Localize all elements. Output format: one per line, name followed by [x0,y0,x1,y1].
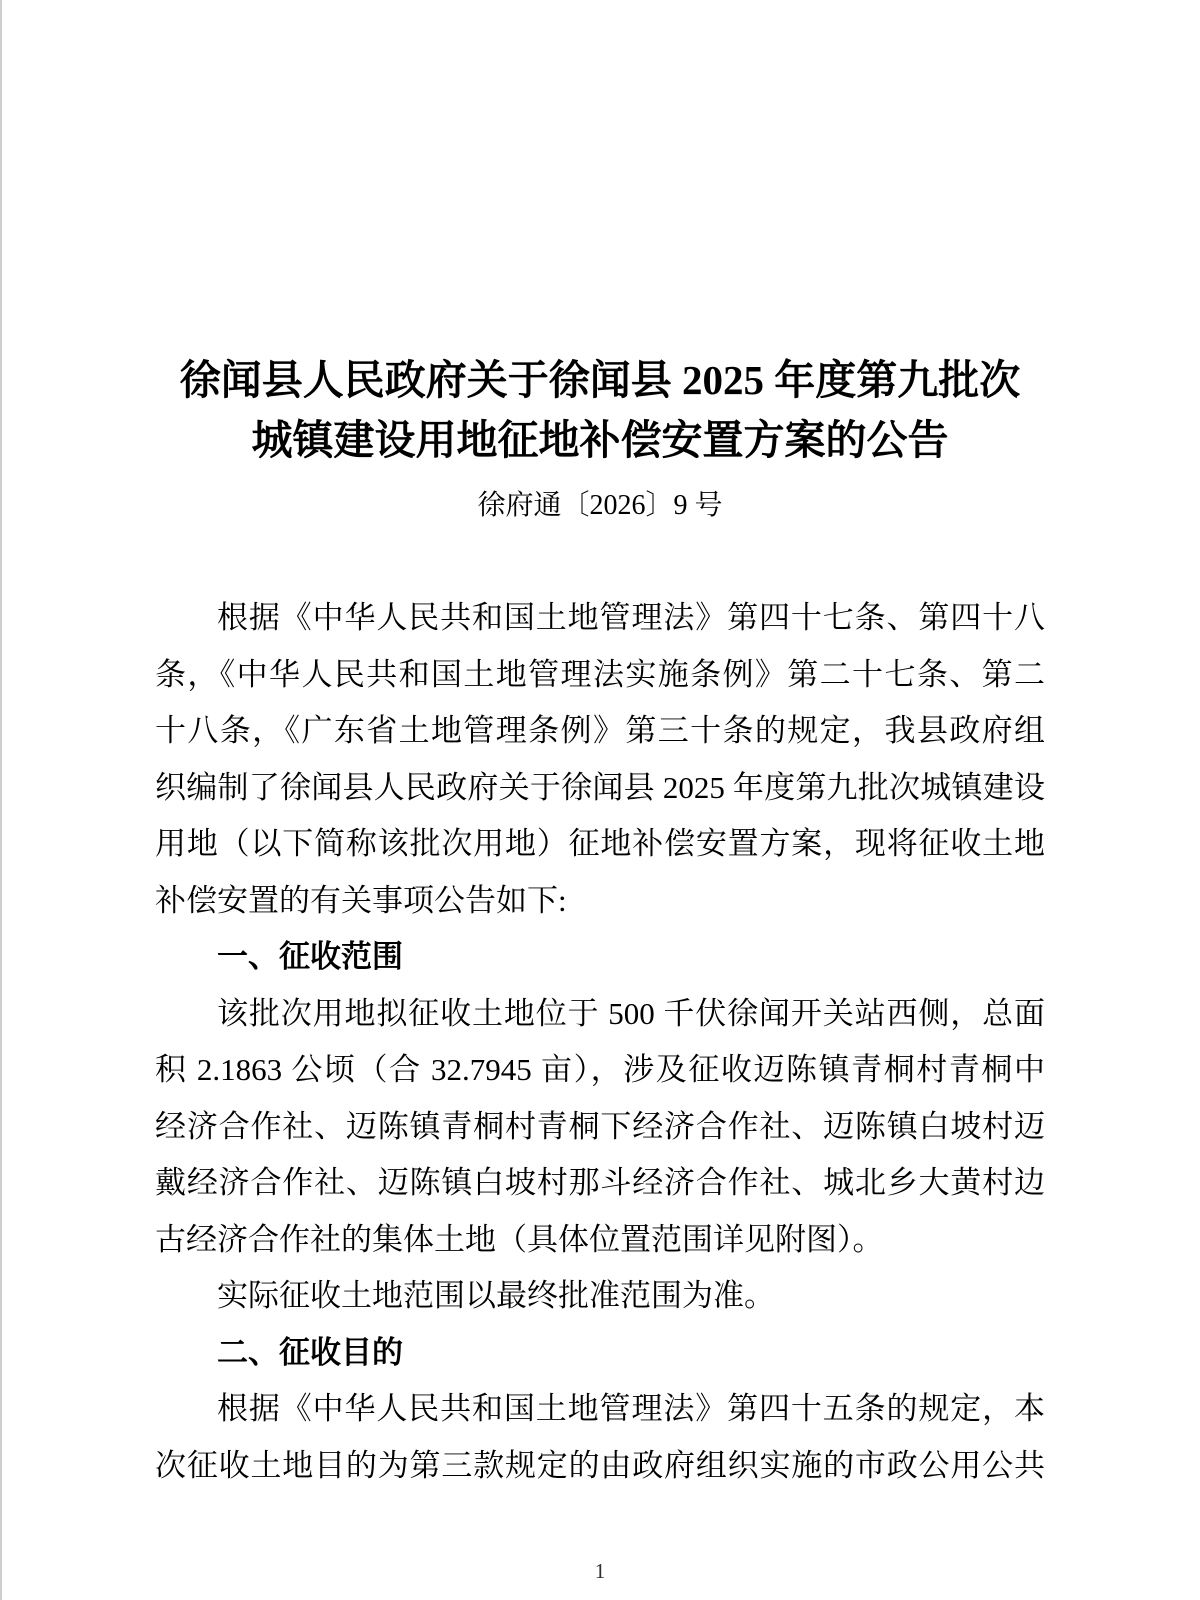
body-line: 十八条，《广东省土地管理条例》第三十条的规定，我县政府组 [155,713,1045,748]
document-page [155,350,1045,1494]
document-body [155,590,1045,1494]
body-line: 用地（以下简称该批次用地）征地补偿安置方案，现将征收土地 [155,826,1045,861]
body-line: 根据《中华人民共和国土地管理法》第四十七条、第四十八 [217,600,1045,635]
body-line: 织编制了徐闻县人民政府关于徐闻县 2025 年度第九批次城镇建设 [155,769,1045,805]
body-line: 次征收土地目的为第三款规定的由政府组织实施的市政公用公共 [155,1447,1045,1483]
body-line: 根据《中华人民共和国土地管理法》第四十五条的规定，本 [217,1391,1045,1426]
body-line: 补偿安置的有关事项公告如下: [155,882,567,918]
document-title-line-2: 城镇建设用地征地补偿安置方案的公告 [251,417,949,463]
body-line: 戴经济合作社、迈陈镇白坡村那斗经济合作社、城北乡大黄村边 [155,1165,1045,1200]
doc-number: 徐府通〔2026〕9 号 [477,490,723,521]
page-edge-line [0,0,2,1600]
body-line: 条，《中华人民共和国土地管理法实施条例》第二十七条、第二 [155,656,1045,692]
document-title-line-1: 徐闻县人民政府关于徐闻县 2025 年度第九批次 [179,357,1021,403]
body-line: 该批次用地拟征收土地位于 500 千伏徐闻开关站西侧，总面 [217,995,1045,1031]
section-heading-2: 二、征收目的 [217,1334,403,1370]
page-number: 1 [594,1559,606,1583]
body-line: 实际征收土地范围以最终批准范围为准。 [217,1278,775,1313]
body-line: 积 2.1863 公顷（合 32.7945 亩），涉及征收迈陈镇青桐村青桐中 [155,1052,1045,1087]
body-line: 经济合作社、迈陈镇青桐村青桐下经济合作社、迈陈镇白坡村迈 [155,1108,1045,1144]
body-line: 古经济合作社的集体土地（具体位置范围详见附图）。 [155,1221,884,1257]
section-heading-1: 一、征收范围 [217,939,403,974]
document-title [155,350,1045,470]
